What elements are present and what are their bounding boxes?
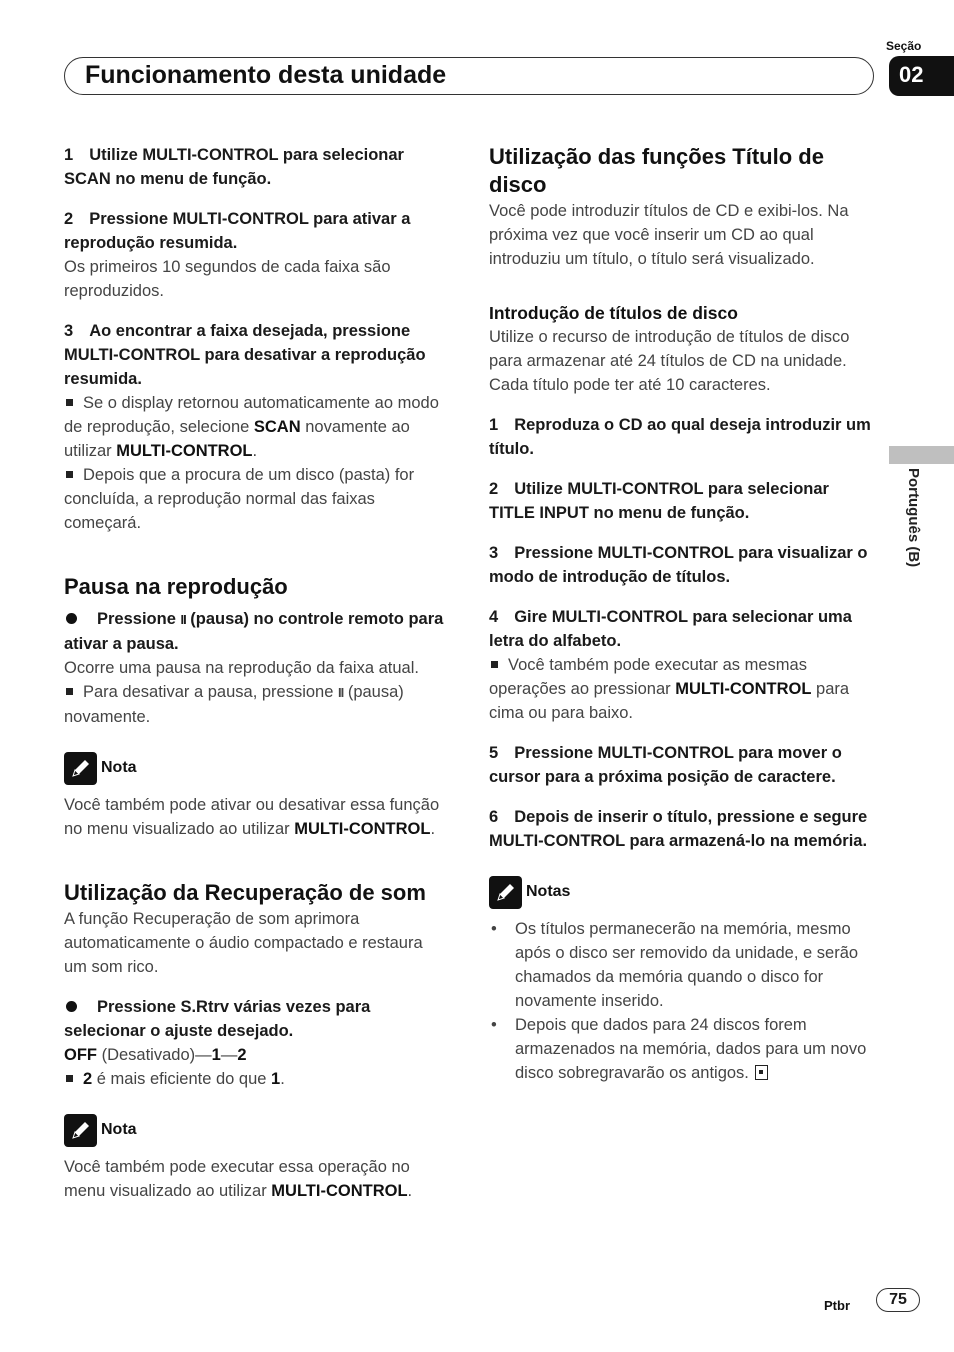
square-bullet-icon [66, 1075, 73, 1082]
scan-step-3: 3 Ao encontrar a faixa desejada, pressione MULTI-CONTROL para desativar a reprodução resumida. [64, 322, 426, 388]
pencil-note-icon [64, 1114, 97, 1147]
language-tab-bar [889, 446, 954, 464]
title-step-3: 3 Pressione MULTI-CONTROL para visualizar o modo de introdução de títulos. [489, 544, 868, 586]
language-tab-label: Português (B) [905, 468, 922, 568]
retriever-note-text: Você também pode executar essa operação no menu visualizado ao utilizar MULTI-CONTROL. [64, 1158, 413, 1200]
section-number-badge: 02 [889, 56, 954, 96]
left-column [64, 143, 449, 1203]
title-step-2: 2 Utilize MULTI-CONTROL para selecionar TITLE INPUT no menu de função. [489, 480, 829, 522]
pencil-note-icon [489, 876, 522, 909]
pause-note-header: Nota [64, 751, 449, 785]
pause-heading: Pausa na reprodução [64, 574, 288, 599]
pause-icon: II [338, 685, 344, 700]
title-functions-desc: Você pode introduzir títulos de CD e exibi-los. Na próxima vez que você inserir um CD ao qual introduziu um título, o título será visualizado. [489, 202, 849, 268]
retriever-desc: A função Recuperação de som aprimora automaticamente o áudio compactado e restaura um som rico. [64, 910, 423, 976]
pause-bullet: Para desativar a pausa, pressione II (pausa) novamente. [64, 683, 404, 726]
pause-icon: II [180, 612, 186, 627]
square-bullet-icon [491, 661, 498, 668]
square-bullet-icon [66, 399, 73, 406]
pause-desc: Ocorre uma pausa na reprodução da faixa atual. [64, 659, 419, 677]
pencil-note-icon [64, 752, 97, 785]
scan-bullet-1: Se o display retornou automaticamente ao modo de reprodução, selecione SCAN novamente ao utilizar MULTI-CONTROL. [64, 394, 439, 460]
square-bullet-icon [66, 471, 73, 478]
retriever-heading: Utilização da Recuperação de som [64, 880, 426, 905]
scan-bullet-2: Depois que a procura de um disco (pasta) for concluída, a reprodução normal das faixas começará. [64, 466, 415, 532]
square-bullet-icon [66, 688, 73, 695]
right-column [489, 143, 877, 1085]
section-label: Seção [886, 39, 922, 53]
title-step-1: 1 Reproduza o CD ao qual deseja introduzir um título. [489, 416, 871, 458]
round-bullet-icon [66, 1001, 77, 1012]
scan-step-1: 1 Utilize MULTI-CONTROL para selecionar SCAN no menu de função. [64, 146, 404, 188]
language-code: Ptbr [824, 1298, 850, 1313]
list-item: • Depois que dados para 24 discos forem armazenados na memória, dados para um novo disco sobregravarão os antigos. [489, 1013, 877, 1085]
retriever-options: OFF (Desativado)—1—2 [64, 1046, 247, 1064]
scan-step-2: 2 Pressione MULTI-CONTROL para ativar a reprodução resumida. [64, 210, 411, 252]
title-step-6: 6 Depois de inserir o título, pressione e segure MULTI-CONTROL para armazená-lo na memória. [489, 808, 868, 850]
header-frame [64, 57, 874, 95]
pause-note-text: Você também pode ativar ou desativar essa função no menu visualizado ao utilizar MULTI-CONTROL. [64, 796, 440, 838]
pause-step: Pressione II (pausa) no controle remoto para ativar a pausa. [64, 610, 444, 653]
title-notes-list [489, 917, 877, 1085]
title-step-5: 5 Pressione MULTI-CONTROL para mover o cursor para a próxima posição de caractere. [489, 744, 842, 786]
round-bullet-icon [66, 613, 77, 624]
title-notes-header: Notas [489, 875, 877, 909]
title-entry-desc: Utilize o recurso de introdução de títulos de disco para armazenar até 24 títulos de CD na unidade. Cada título pode ter até 10 caracteres. [489, 328, 850, 394]
list-item: • Os títulos permanecerão na memória, mesmo após o disco ser removido da unidade, e serão chamados da memória quando o disco for novamente inserido. [489, 917, 877, 1013]
retriever-note-header: Nota [64, 1113, 449, 1147]
title-step-4: 4 Gire MULTI-CONTROL para selecionar uma letra do alfabeto. [489, 608, 852, 650]
retriever-step: Pressione S.Rtrv várias vezes para selecionar o ajuste desejado. [64, 998, 371, 1040]
title-functions-heading: Utilização das funções Título de disco [489, 144, 824, 197]
end-of-section-icon [755, 1065, 768, 1080]
title-step-4-bullet: Você também pode executar as mesmas operações ao pressionar MULTI-CONTROL para cima ou para baixo. [489, 656, 850, 722]
scan-step-2-desc: Os primeiros 10 segundos de cada faixa são reproduzidos. [64, 258, 391, 300]
retriever-bullet: 2 é mais eficiente do que 1. [64, 1067, 449, 1091]
page-title: Funcionamento desta unidade [85, 61, 447, 89]
title-entry-heading: Introdução de títulos de disco [489, 303, 738, 323]
page-number: 75 [876, 1288, 920, 1312]
